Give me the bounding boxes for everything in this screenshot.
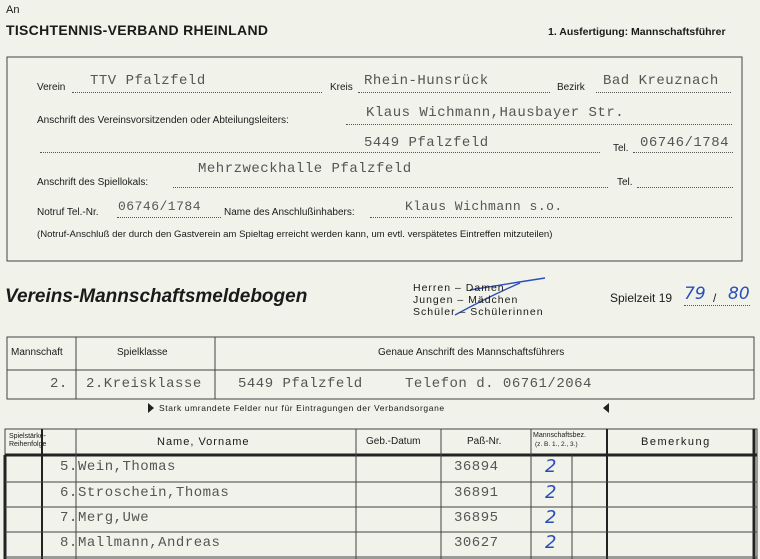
kreis-value: Rhein-Hunsrück <box>364 73 489 89</box>
col-birth: Geb.-Datum <box>366 436 421 447</box>
copy-label: 1. Ausfertigung: Mannschaftsführer <box>548 26 726 38</box>
chair-line2: 5449 Pfalzfeld <box>364 135 489 151</box>
team-number: 2. <box>50 376 68 392</box>
player-team: 2 <box>545 507 557 528</box>
season-start: 79 <box>684 284 706 304</box>
team-spielklasse: 2.Kreisklasse <box>86 376 202 392</box>
player-pass: 30627 <box>454 535 499 551</box>
player-name: Merg,Uwe <box>78 510 150 526</box>
chair-line1: Klaus Wichmann,Hausbayer Str. <box>366 105 625 121</box>
venue-tel-label: Tel. <box>617 177 633 188</box>
category-line-1: Herren – Damen <box>413 282 505 294</box>
association-name: TISCHTENNIS-VERBAND RHEINLAND <box>6 22 269 38</box>
verein-value: TTV Pfalzfeld <box>90 73 206 89</box>
notruf-value: 06746/1784 <box>118 199 202 214</box>
player-pass: 36891 <box>454 485 499 501</box>
tel-value: 06746/1784 <box>640 135 730 151</box>
player-pass: 36894 <box>454 459 499 475</box>
player-name: Wein,Thomas <box>78 459 176 475</box>
kreis-label: Kreis <box>330 82 353 93</box>
player-team: 2 <box>545 532 557 553</box>
holder-label: Name des Anschlußinhabers: <box>224 207 355 218</box>
player-rank: 5. <box>60 459 78 475</box>
holder-value: Klaus Wichmann s.o. <box>405 199 563 214</box>
player-rank: 6. <box>60 485 78 501</box>
col-address: Genaue Anschrift des Mannschaftsführers <box>378 347 565 358</box>
venue-value: Mehrzweckhalle Pfalzfeld <box>198 161 412 177</box>
player-team: 2 <box>545 482 557 503</box>
verband-notice: Stark umrandete Felder nur für Eintragungen der Verbandsorgane <box>159 403 445 413</box>
venue-label: Anschrift des Spiellokals: <box>37 177 149 188</box>
col-mannschaft: Mannschaft <box>11 347 63 358</box>
col-order: Spielstärke- Reihenfolge <box>9 433 47 448</box>
player-name: Mallmann,Andreas <box>78 535 221 551</box>
col-team-sub: (z. B. 1., 2., 3.) <box>535 441 578 448</box>
to-label: An <box>6 4 20 16</box>
bezirk-value: Bad Kreuznach <box>603 73 719 89</box>
team-phone: Telefon d. 06761/2064 <box>405 376 592 392</box>
category-line-3: Schüler – Schülerinnen <box>413 306 544 318</box>
notruf-label: Notruf Tel.-Nr. <box>37 207 99 218</box>
player-pass: 36895 <box>454 510 499 526</box>
col-team: Mannschaftsbez. <box>533 432 586 439</box>
season-separator: / <box>713 291 717 305</box>
category-line-2: Jungen – Mädchen <box>413 294 519 306</box>
season-end: 80 <box>728 284 750 304</box>
col-spielklasse: Spielklasse <box>117 347 168 358</box>
col-pass: Paß-Nr. <box>467 436 502 447</box>
player-team: 2 <box>545 456 557 477</box>
col-name: Name, Vorname <box>157 436 250 448</box>
team-address: 5449 Pfalzfeld <box>238 376 363 392</box>
player-name: Stroschein,Thomas <box>78 485 230 501</box>
season-label: Spielzeit 19 <box>610 291 673 305</box>
tel-label: Tel. <box>613 143 629 154</box>
player-rank: 7. <box>60 510 78 526</box>
verein-label: Verein <box>37 82 66 93</box>
col-remark: Bemerkung <box>641 436 711 448</box>
bezirk-label: Bezirk <box>557 82 585 93</box>
player-rank: 8. <box>60 535 78 551</box>
form-title: Vereins-Mannschaftsmeldebogen <box>5 286 308 307</box>
chair-label: Anschrift des Vereinsvorsitzenden oder Abteilungsleiters: <box>37 115 289 126</box>
notruf-note: (Notruf-Anschluß der durch den Gastverein am Spieltag erreicht werden kann, um evtl. verspätetes Eintreffen mitzuteilen) <box>37 229 553 240</box>
